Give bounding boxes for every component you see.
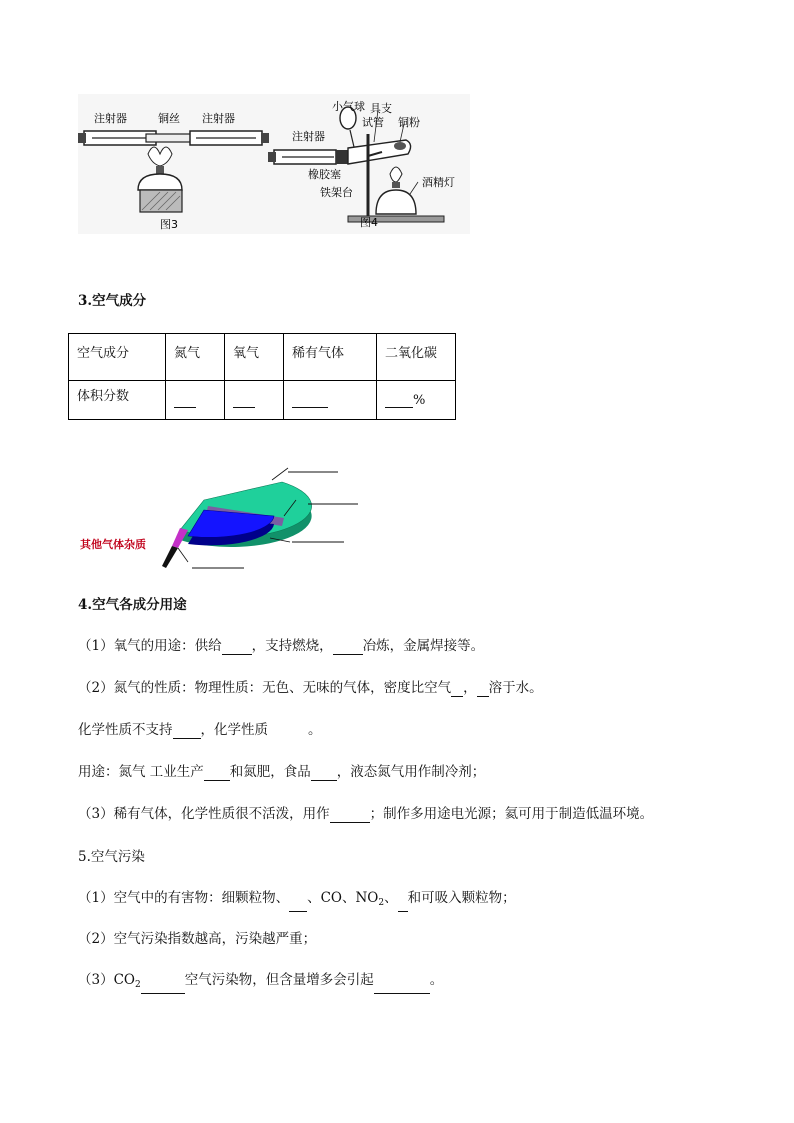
subscript: 2: [378, 898, 385, 908]
blank-nitrogen-industry[interactable]: [204, 766, 230, 781]
section5-heading: 5.空气污染: [78, 849, 145, 865]
text-segment: 、CO、NO: [307, 890, 379, 906]
fig4-alcohol-lamp-label: 酒精灯: [422, 176, 455, 189]
text-segment: 。: [308, 722, 322, 738]
blank-nitrogen-not-support[interactable]: [173, 724, 201, 739]
blank-nitrogen-solubility[interactable]: [477, 682, 489, 697]
air-composition-pie: [76, 458, 376, 576]
table-row: [69, 381, 456, 420]
air-composition-table: [68, 333, 456, 420]
text-segment: ；制作多用途电光源；氦可用于制造低温环境。: [369, 806, 654, 822]
blank-oxygen-use-2[interactable]: [333, 640, 363, 655]
fig4-branch-tube-label-2: 试管: [362, 116, 384, 129]
table-header-cell: 稀有气体: [284, 334, 377, 381]
blank-oxygen-use-1[interactable]: [222, 640, 252, 655]
section5-line-1: [78, 889, 516, 912]
table-header-cell: 氧气: [225, 334, 284, 381]
blank-co2-effect[interactable]: [374, 979, 430, 994]
blank-harmful-2[interactable]: [398, 897, 408, 912]
table-header-cell: 二氧化碳: [377, 334, 456, 381]
text-segment: （1）氧气的用途：供给: [78, 638, 222, 654]
section4-line-2: [78, 679, 543, 697]
section4-line-5: [78, 805, 653, 823]
text-segment: 冶炼，金属焊接等。: [362, 638, 485, 654]
table-header-cell: 空气成分: [69, 334, 166, 381]
pie-label-other-gases: 其他气体杂质: [80, 538, 146, 551]
section4-line-3: [78, 721, 322, 739]
section5-line-2: （2）空气污染指数越高，污染越严重；: [78, 931, 317, 947]
table-header-cell: 氮气: [166, 334, 225, 381]
text-segment: 和氮肥，食品: [229, 764, 311, 780]
section3-heading: 3.空气成分: [78, 293, 147, 309]
blank-nitrogen-food[interactable]: [311, 766, 337, 781]
table-cell-blank[interactable]: [284, 381, 377, 420]
blank-rare-gas-use[interactable]: [330, 808, 370, 823]
fig4-copper-powder-label: 铜粉: [398, 116, 420, 129]
text-segment: （1）空气中的有害物：细颗粒物、: [78, 890, 290, 906]
text-segment: 用途：氮气 工业生产: [78, 764, 204, 780]
text-segment: 化学性质不支持: [78, 722, 173, 738]
text-segment: 空气污染物，但含量增多会引起: [184, 972, 374, 988]
text-segment: （3）稀有气体，化学性质很不活泼，用作: [78, 806, 330, 822]
apparatus-figures: [78, 94, 470, 234]
fig4-iron-stand-label: 铁架台: [320, 186, 353, 199]
fig4-syringe-label: 注射器: [292, 130, 325, 143]
table-cell-blank[interactable]: [225, 381, 284, 420]
text-segment: （3）CO: [78, 972, 135, 988]
table-row-label: 体积分数: [69, 381, 166, 420]
table-row: [69, 334, 456, 381]
text-segment: ，化学性质: [200, 722, 268, 738]
pie-slice-other: [162, 546, 178, 568]
section4-line-1: [78, 637, 484, 655]
fig4-rubber-stopper-label: 橡胶塞: [308, 168, 341, 181]
fig4-caption: 图4: [360, 216, 378, 229]
table-cell-blank[interactable]: [377, 381, 456, 420]
text-segment: 溶于水。: [488, 680, 543, 696]
pie-svg: [76, 458, 376, 576]
text-segment: （2）氮气的性质：物理性质：无色、无味的气体，密度比空气: [78, 680, 452, 696]
subscript: 2: [135, 980, 141, 990]
text-segment: 。: [429, 972, 444, 988]
fig3-syringe-right-label: 注射器: [202, 112, 235, 125]
section4-line-4: [78, 763, 485, 781]
fig4-balloon-label: 小气球: [332, 100, 365, 113]
text-segment: ，液态氮气用作制冷剂；: [336, 764, 486, 780]
text-segment: ，支持燃烧，: [251, 638, 333, 654]
text-segment: ，: [463, 680, 477, 696]
fig4-branch-tube-label-1: 具支: [370, 102, 392, 115]
table-cell-blank[interactable]: [166, 381, 225, 420]
apparatus-figures-svg: [78, 94, 470, 234]
fig3-syringe-left-label: 注射器: [94, 112, 127, 125]
fig3-copper-wire-label: 铜丝: [158, 112, 180, 125]
blank-nitrogen-density[interactable]: [451, 682, 463, 697]
blank-co2-pollutant[interactable]: [141, 979, 185, 994]
fig3-caption: 图3: [160, 218, 178, 231]
percent-sign: %: [413, 393, 426, 408]
blank-harmful-1[interactable]: [289, 897, 307, 912]
text-segment: 、: [384, 890, 398, 906]
section4-heading: 4.空气各成分用途: [78, 597, 187, 613]
section5-line-3: [78, 971, 443, 994]
text-segment: 和可吸入颗粒物；: [407, 890, 516, 906]
